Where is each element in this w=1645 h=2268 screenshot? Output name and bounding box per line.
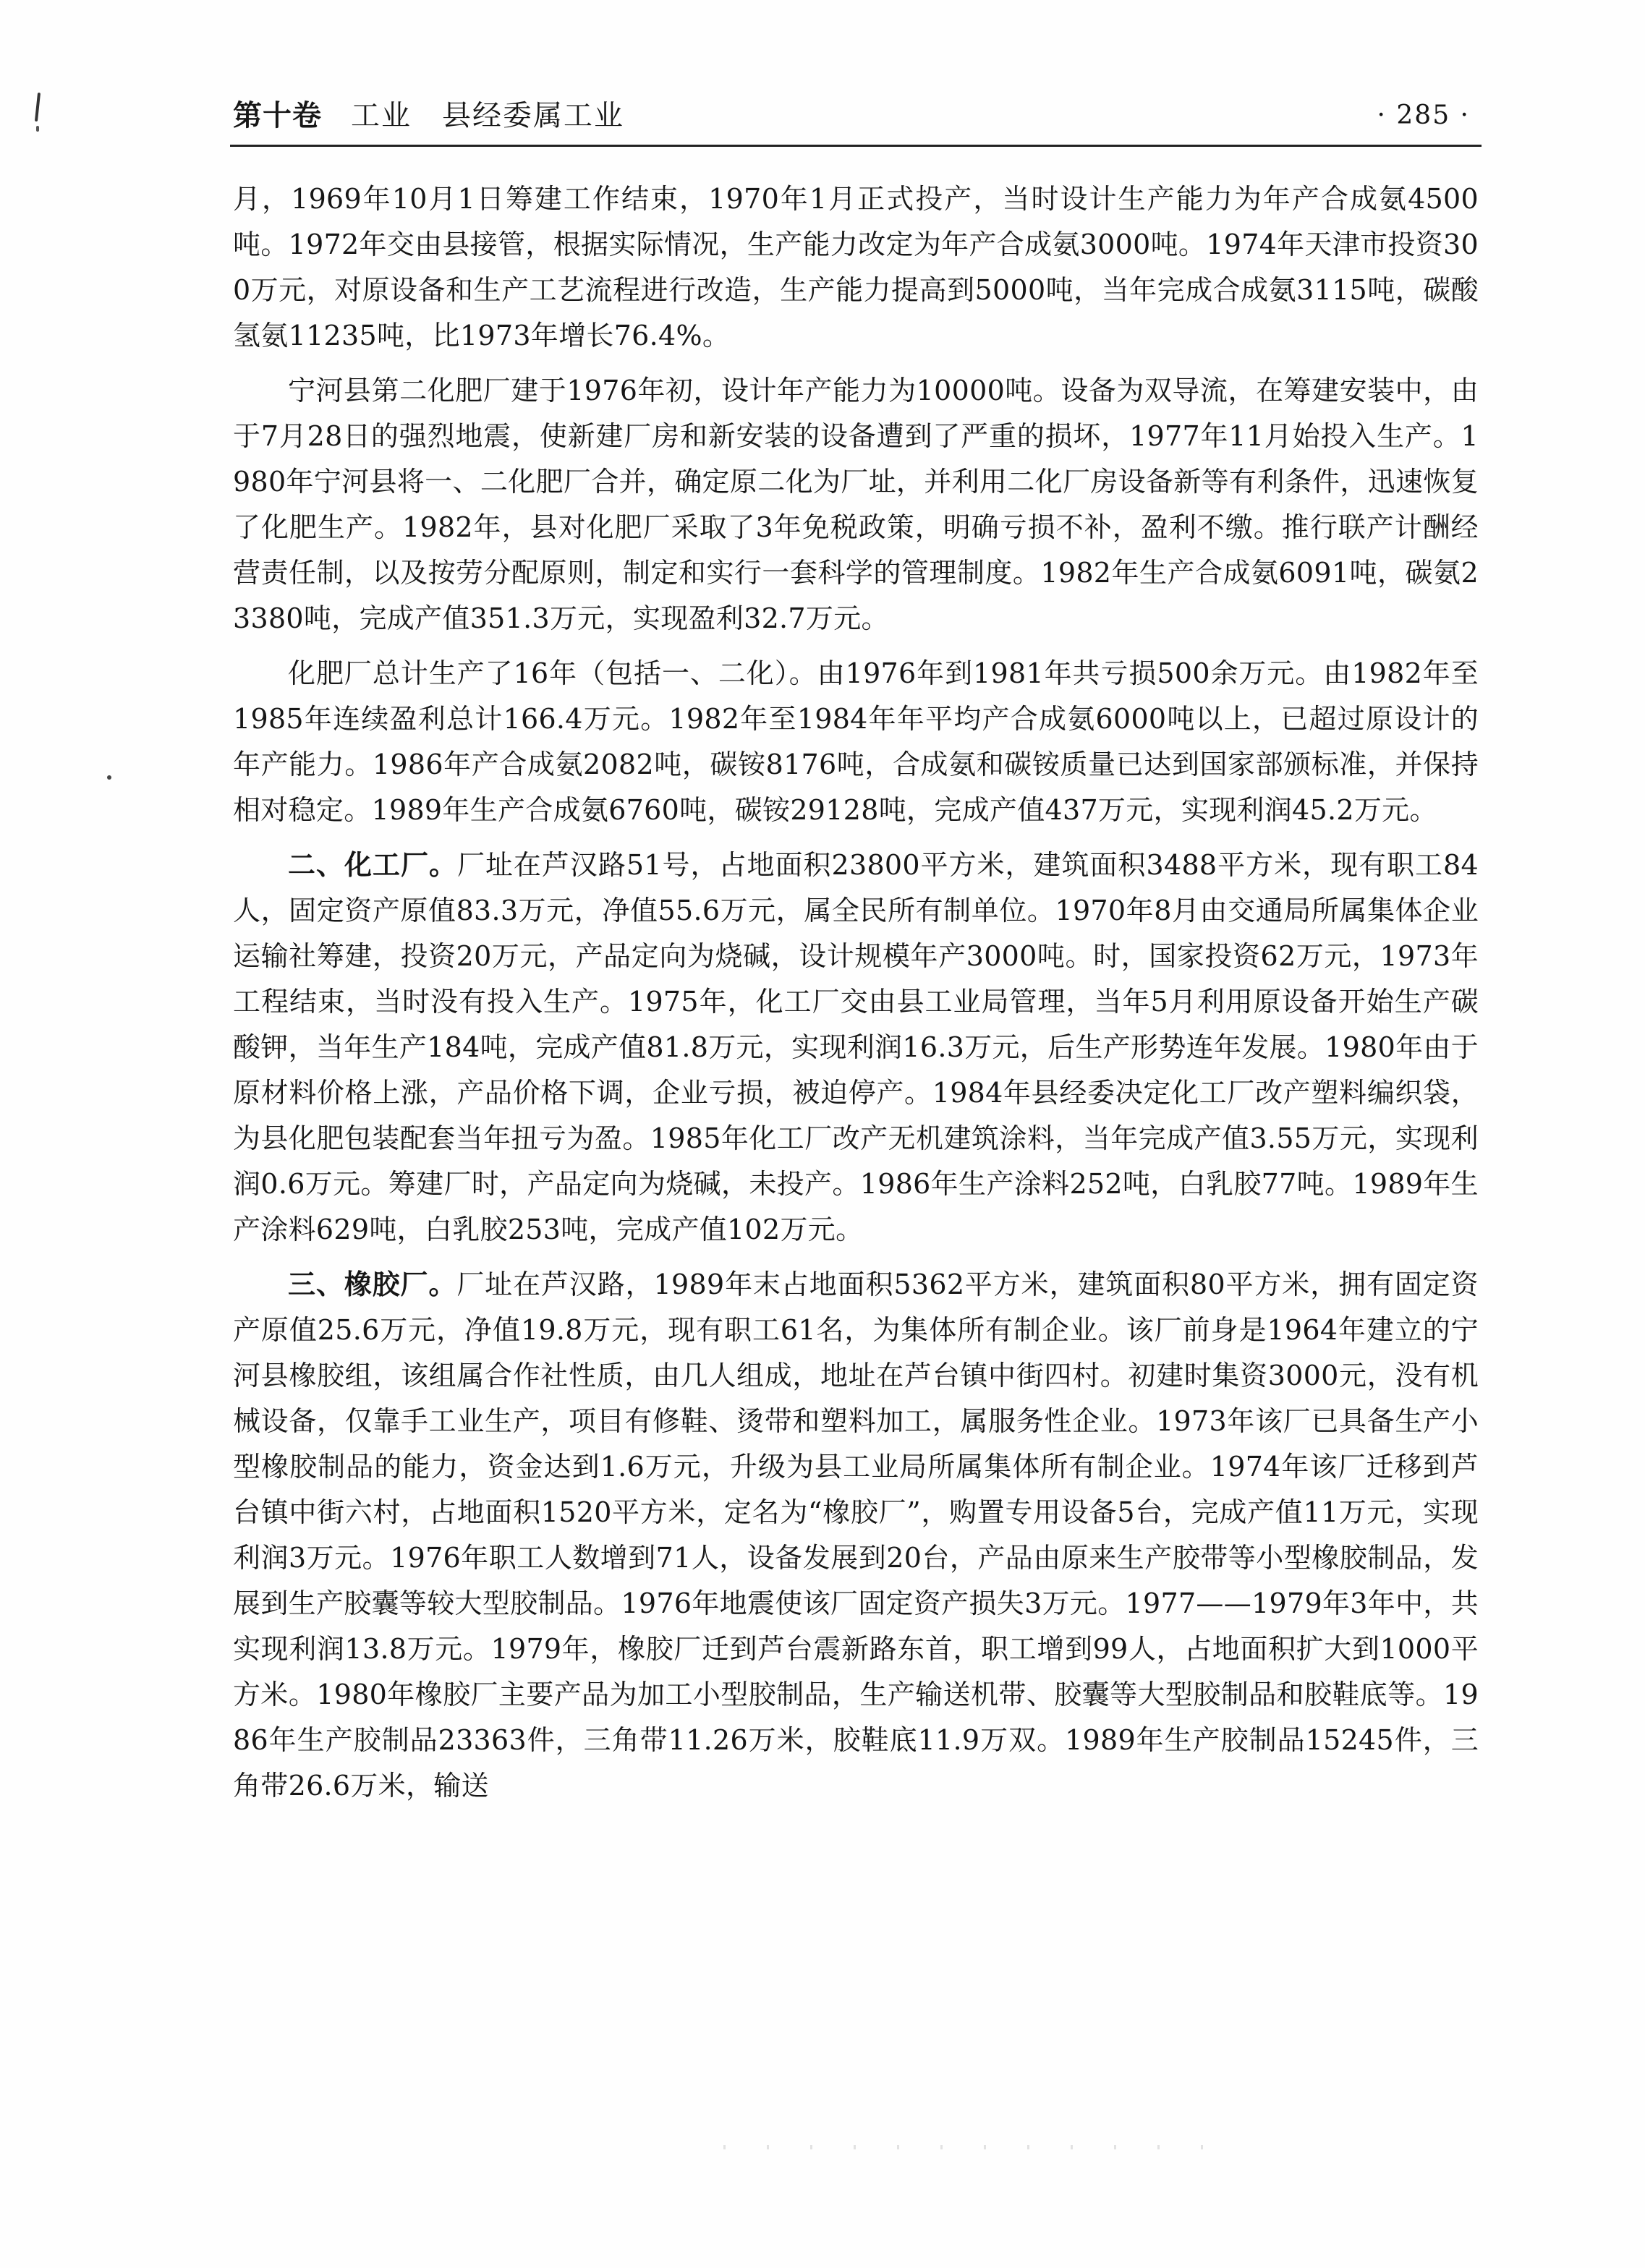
body-text: [233, 176, 1479, 1818]
section-label: 工业 县经委属工业: [351, 99, 624, 132]
running-header: [233, 93, 1479, 145]
paragraph-text: 厂址在芦汉路51号，占地面积23800平方米，建筑面积3488平方米，现有职工84人，固定资产原值83.3万元，净值55.6万元，属全民所有制单位。1970年8月由交通局所属集体企业运输社筹建，投资20万元，产品定向为烧碱，设计规模年产3000吨。时，国家投资62万元，1973年工程结束，当时没有投入生产。1975年，化工厂交由县工业局管理，当年5月利用原设备开始生产碳酸钾，当年生产184吨，完成产值81.8万元，实现利润16.3万元，后生产形势连年发展。1980年由于原材料价格上涨，产品价格下调，企业亏损，被迫停产。1984年县经委决定化工厂改产塑料编织袋，为县化肥包装配套当年扭亏为盈。1985年化工厂改产无机建筑涂料，当年完成产值3.55万元，实现利润0.6万元。筹建厂时，产品定向为烧碱，未投产。1986年生产涂料252吨，白乳胶77吨。1989年生产涂料629吨，白乳胶253吨，完成产值102万元。: [233, 849, 1479, 1245]
paragraph: [233, 176, 1479, 359]
section-heading: 三、橡胶厂。: [288, 1269, 457, 1300]
paragraph: [233, 1262, 1479, 1809]
running-title: [233, 95, 624, 136]
section-heading: 二、化工厂。: [288, 849, 457, 881]
margin-mark: [35, 93, 41, 135]
paragraph: [233, 843, 1479, 1253]
scan-specks: [723, 2145, 1230, 2149]
header-rule: [230, 145, 1482, 147]
scan-speck: [107, 775, 111, 780]
paragraph: [233, 651, 1479, 833]
volume-label: 第十卷: [233, 99, 322, 132]
paragraph-text: 宁河县第二化肥厂建于1976年初，设计年产能力为10000吨。设备为双导流，在筹建安装中，由于7月28日的强烈地震，使新建厂房和新安装的设备遭到了严重的损坏，1977年11月始投入生产。1980年宁河县将一、二化肥厂合并，确定原二化为厂址，并利用二化厂房设备新等有利条件，迅速恢复了化肥生产。1982年，县对化肥厂采取了3年免税政策，明确亏损不补，盈利不缴。推行联产计酬经营责任制，以及按劳分配原则，制定和实行一套科学的管理制度。1982年生产合成氨6091吨，碳氨23380吨，完成产值351.3万元，实现盈利32.7万元。: [233, 375, 1479, 634]
paragraph-text: 化肥厂总计生产了16年（包括一、二化）。由1976年到1981年共亏损500余万元。由1982年至1985年连续盈利总计166.4万元。1982年至1984年年平均产合成氨6000吨以上，已超过原设计的年产能力。1986年产合成氨2082吨，碳铵8176吨，合成氨和碳铵质量已达到国家部颁标准，并保持相对稳定。1989年生产合成氨6760吨，碳铵29128吨，完成产值437万元，实现利润45.2万元。: [233, 657, 1479, 826]
paragraph-text: 月，1969年10月1日筹建工作结束，1970年1月正式投产，当时设计生产能力为年产合成氨4500吨。1972年交由县接管，根据实际情况，生产能力改定为年产合成氨3000吨。1974年天津市投资300万元，对原设备和生产工艺流程进行改造，生产能力提高到5000吨，当年完成合成氨3115吨，碳酸氢氨11235吨，比1973年增长76.4%。: [233, 183, 1479, 351]
paragraph: [233, 368, 1479, 641]
page-number: · 285 ·: [1377, 101, 1470, 130]
paragraph-text: 厂址在芦汉路，1989年末占地面积5362平方米，建筑面积80平方米，拥有固定资产原值25.6万元，净值19.8万元，现有职工61名，为集体所有制企业。该厂前身是1964年建立的宁河县橡胶组，该组属合作社性质，由几人组成，地址在芦台镇中街四村。初建时集资3000元，没有机械设备，仅靠手工业生产，项目有修鞋、烫带和塑料加工，属服务性企业。1973年该厂已具备生产小型橡胶制品的能力，资金达到1.6万元，升级为县工业局所属集体所有制企业。1974年该厂迁移到芦台镇中街六村，占地面积1520平方米，定名为“橡胶厂”，购置专用设备5台，完成产值11万元，实现利润3万元。1976年职工人数增到71人，设备发展到20台，产品由原来生产胶带等小型橡胶制品，发展到生产胶囊等较大型胶制品。1976年地震使该厂固定资产损失3万元。1977——1979年3年中，共实现利润13.8万元。1979年，橡胶厂迁到芦台震新路东首，职工增到99人，占地面积扩大到1000平方米。1980年橡胶厂主要产品为加工小型胶制品，生产输送机带、胶囊等大型胶制品和胶鞋底等。1986年生产胶制品23363件，三角带11.26万米，胶鞋底11.9万双。1989年生产胶制品15245件，三角带26.6万米，输送: [233, 1269, 1479, 1802]
